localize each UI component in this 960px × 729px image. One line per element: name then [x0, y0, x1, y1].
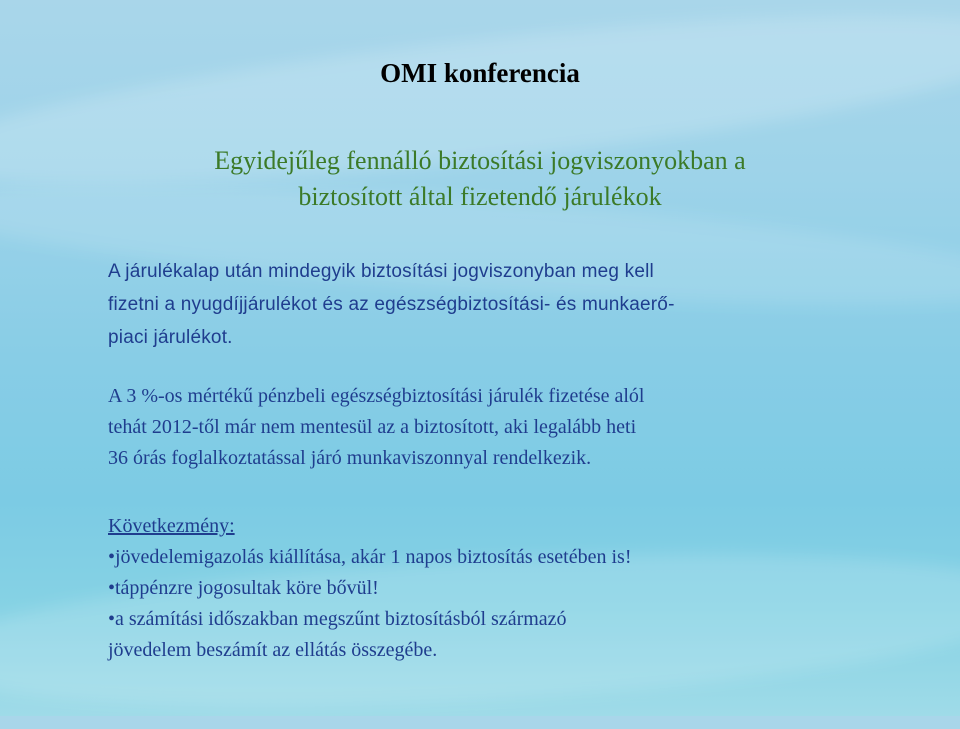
consequence-heading: Következmény:: [108, 515, 235, 537]
slide-title: OMI konferencia: [380, 58, 580, 88]
paragraph-contributions: [108, 255, 868, 354]
consequence-item: •a számítási időszakban megszűnt biztosításból származó: [108, 608, 567, 630]
consequence-item: jövedelem beszámít az ellátás összegébe.: [108, 639, 438, 661]
subtitle-line: Egyidejűleg fennálló biztosítási jogviszonyokban a: [214, 146, 746, 175]
paragraph-line: piaci járulékot.: [108, 327, 233, 348]
paragraph-line: 36 órás foglalkoztatással járó munkaviszonnyal rendelkezik.: [108, 447, 592, 469]
paragraph-health-contribution: [108, 381, 868, 474]
slide-subtitle: [100, 143, 860, 215]
paragraph-line: tehát 2012-től már nem mentesül az a biztosított, aki legalább heti: [108, 416, 637, 438]
subtitle-line: biztosított által fizetendő járulékok: [298, 182, 662, 211]
paragraph-line: A 3 %-os mértékű pénzbeli egészségbiztosítási járulék fizetése alól: [108, 385, 645, 407]
consequence-section: [108, 511, 888, 666]
consequence-item: •jövedelemigazolás kiállítása, akár 1 napos biztosítás esetében is!: [108, 546, 632, 568]
paragraph-line: fizetni a nyugdíjjárulékot és az egészségbiztosítási- és munkaerő-: [108, 294, 675, 315]
consequence-item: •táppénzre jogosultak köre bővül!: [108, 577, 379, 599]
paragraph-line: A járulékalap után mindegyik biztosítási jogviszonyban meg kell: [108, 261, 654, 282]
